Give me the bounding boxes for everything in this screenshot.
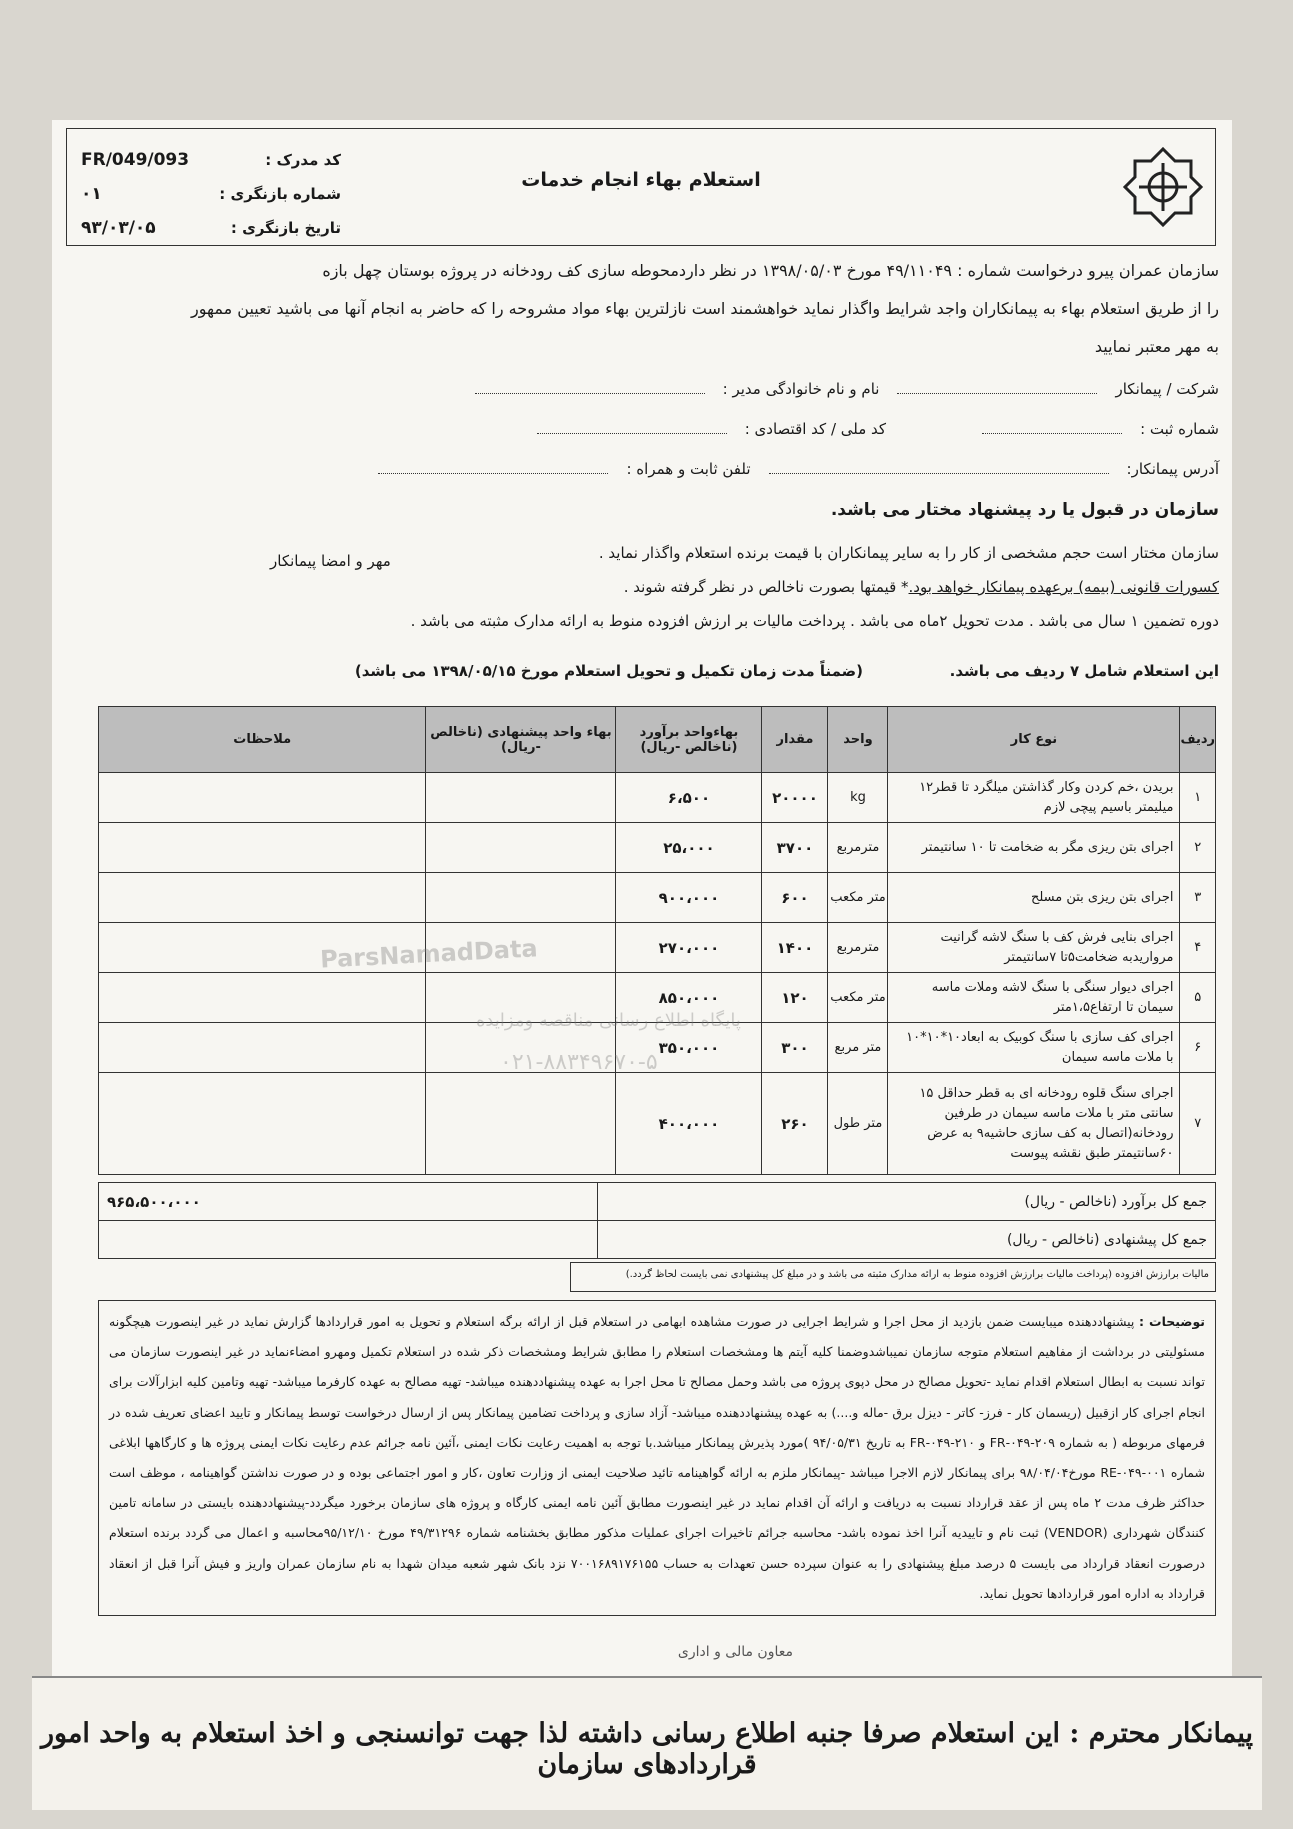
row-offer-input[interactable] (426, 873, 616, 923)
row-remarks[interactable] (99, 823, 426, 873)
row-unit: مترمربع (828, 923, 888, 973)
row-unit: متر مکعب (828, 973, 888, 1023)
row-quantity: ۳۰۰ (762, 1023, 828, 1073)
row-estimate: ۳۵۰،۰۰۰ (616, 1023, 762, 1073)
row-unit: مترمربع (828, 823, 888, 873)
row-number: ۲ (1180, 823, 1216, 873)
col-work-type: نوع کار (888, 707, 1180, 773)
row-estimate: ۸۵۰،۰۰۰ (616, 973, 762, 1023)
col-remarks: ملاحظات (99, 707, 426, 773)
row-quantity: ۱۲۰ (762, 973, 828, 1023)
row-quantity: ۲۶۰ (762, 1073, 828, 1175)
notes-box (98, 1300, 1216, 1616)
row-offer-input[interactable] (426, 1073, 616, 1175)
revision-date-label: تاریخ بازنگری : (230, 219, 341, 237)
totals-table (98, 1182, 1216, 1259)
doc-code: FR/049/093 (81, 150, 190, 170)
offer-total-label: جمع کل پیشنهادی (ناخالص - ریال) (598, 1221, 1216, 1259)
accept-clause: سازمان در قبول یا رد پیشنهاد مختار می باشد. (830, 500, 1219, 520)
row-number: ۳ (1180, 873, 1216, 923)
estimate-total-row (99, 1183, 1216, 1221)
address-field[interactable] (769, 460, 1109, 474)
row-quantity: ۲۰۰۰۰ (762, 773, 828, 823)
offer-total-input[interactable] (99, 1221, 598, 1259)
table-row (99, 773, 1216, 823)
guarantee-clause: دوره تضمین ۱ سال می باشد . مدت تحویل ۲ماه می باشد . پرداخت مالیات بر ارزش افزوده منوط به ارائه مدارک مثبته می باشد . (410, 612, 1219, 630)
deductions-underlined: کسورات قانونی (بیمه) برعهده پیمانکار خواهد بود. (908, 578, 1219, 596)
deadline-note: (ضمناً مدت زمان تکمیل و تحویل استعلام مورخ ۱۳۹۸/۰۵/۱۵ می باشد) (354, 662, 863, 680)
reg-no-field[interactable] (982, 420, 1122, 434)
row-quantity: ۳۷۰۰ (762, 823, 828, 873)
row-number: ۵ (1180, 973, 1216, 1023)
company-field[interactable] (897, 380, 1097, 394)
row-number: ۴ (1180, 923, 1216, 973)
watermark-subtitle: پایگاه اطلاع رسانی مناقصه ومزایده (476, 1010, 741, 1031)
row-unit: متر طول (828, 1073, 888, 1175)
revision-number: ۰۱ (81, 184, 102, 204)
vat-note: مالیات برارزش افزوده (پرداخت مالیات برارزش افزوده منوط به ارائه مدارک مثبته می باشد و در مبلغ کل پیشنهادی نمی بایست لحاظ گردد.) (570, 1262, 1216, 1292)
col-estimate-unit-price: بهاءواحد برآورد (ناخالص -ریال) (616, 707, 762, 773)
row-estimate: ۲۷۰،۰۰۰ (616, 923, 762, 973)
company-label: شرکت / پیمانکار (1115, 380, 1219, 398)
signature-title: معاون مالی و اداری (677, 1644, 793, 1660)
row-estimate: ۲۵،۰۰۰ (616, 823, 762, 873)
row-description: اجرای دیوار سنگی با سنگ لاشه وملات ماسه سیمان تا ارتفاع۱،۵متر (888, 973, 1180, 1023)
phone-field[interactable] (378, 460, 608, 474)
notes-label: توضیحات : (1139, 1314, 1205, 1329)
estimate-total-value: ۹۶۵،۵۰۰،۰۰۰ (99, 1183, 598, 1221)
row-description: اجرای کف سازی با سنگ کوبیک به ابعاد۱۰*۱۰*۱۰ با ملات ماسه سیمان (888, 1023, 1180, 1073)
row-remarks[interactable] (99, 1073, 426, 1175)
table-row (99, 873, 1216, 923)
deductions-rest: * قیمتها بصورت ناخالص در نظر گرفته شوند . (623, 578, 909, 596)
doc-code-label: کد مدرک : (265, 151, 341, 169)
row-quantity: ۱۴۰۰ (762, 923, 828, 973)
table-row (99, 923, 1216, 973)
intro-line-2: را از طریق استعلام بهاء به پیمانکاران واجد شرایط واگذار نماید خواهشمند است نازلترین بهاء مواد مشروحه را که حاضر به انجام آنها می باشید تعیین ممهور (191, 299, 1219, 318)
row-remarks[interactable] (99, 973, 426, 1023)
intro-line-3: به مهر معتبر نمایید (1094, 337, 1219, 356)
contractor-stamp-label: مهر و امضا پیمانکار (270, 552, 391, 570)
manager-field[interactable] (475, 380, 705, 394)
watermark-phone: ۰۲۱-۸۸۳۴۹۶۷۰-۵ (500, 1050, 658, 1075)
document-title: استعلام بهاء انجام خدمات (521, 169, 761, 191)
national-code-label: کد ملی / کد اقتصادی : (744, 420, 887, 438)
row-number: ۷ (1180, 1073, 1216, 1175)
col-unit: واحد (828, 707, 888, 773)
row-offer-input[interactable] (426, 823, 616, 873)
row-number: ۶ (1180, 1023, 1216, 1073)
intro-paragraph (79, 252, 1219, 366)
row-estimate: ۴۰۰،۰۰۰ (616, 1073, 762, 1175)
table-header-row (99, 707, 1216, 773)
revision-date: ۹۳/۰۳/۰۵ (81, 218, 156, 238)
row-unit: متر مکعب (828, 873, 888, 923)
row-description: اجرای سنگ قلوه رودخانه ای به قطر حداقل ۱۵ سانتی متر با ملات ماسه سیمان در طرفین رودخانه(اتصال به کف سازی حاشیه۹ به عرض ۶۰سانتیمتر طبق نقشه پیوست (888, 1073, 1180, 1175)
row-description: اجرای بتن ریزی مگر به ضخامت تا ۱۰ سانتیمتر (888, 823, 1180, 873)
reg-no-label: شماره ثبت : (1140, 420, 1219, 438)
phone-label: تلفن ثابت و همراه : (626, 460, 751, 478)
col-row: ردیف (1180, 707, 1216, 773)
offer-total-row (99, 1221, 1216, 1259)
table-row (99, 823, 1216, 873)
address-label: آدرس پیمانکار: (1126, 460, 1219, 478)
row-estimate: ۶،۵۰۰ (616, 773, 762, 823)
volume-clause: سازمان مختار است حجم مشخصی از کار را به سایر پیمانکاران با قیمت برنده استعلام واگذار نماید . (598, 544, 1219, 562)
watermark-brand: ParsNamadData (319, 934, 539, 974)
row-unit: kg (828, 773, 888, 823)
row-description: بریدن ،خم کردن وکار گذاشتن میلگرد تا قطر۱۲ میلیمتر باسیم پیچی لازم (888, 773, 1180, 823)
manager-label: نام و نام خانوادگی مدیر : (722, 380, 880, 398)
row-remarks[interactable] (99, 773, 426, 823)
footer-notice: پیمانکار محترم : این استعلام صرفا جنبه اطلاع رسانی داشته لذا جهت توانسنجی و اخذ استعلام به واحد امور قراردادهای سازمان (40, 1718, 1254, 1780)
deductions-clause (79, 570, 1219, 604)
row-estimate: ۹۰۰،۰۰۰ (616, 873, 762, 923)
col-quantity: مقدار (762, 707, 828, 773)
row-offer-input[interactable] (426, 773, 616, 823)
national-code-field[interactable] (537, 420, 727, 434)
footer-banner (32, 1676, 1262, 1810)
terms-paragraph (79, 536, 1219, 638)
row-quantity: ۶۰۰ (762, 873, 828, 923)
row-description: اجرای بنایی فرش کف با سنگ لاشه گرانیت مرواریدبه ضخامت۵تا ۷سانتیمتر (888, 923, 1180, 973)
intro-line-1: سازمان عمران پیرو درخواست شماره : ۴۹/۱۱۰۴۹ مورخ ۱۳۹۸/۰۵/۰۳ در نظر داردمحوطه سازی کف رودخانه در پروژه بوستان چهل بازه (322, 261, 1219, 280)
row-remarks[interactable] (99, 873, 426, 923)
row-remarks[interactable] (99, 1023, 426, 1073)
col-offer-unit-price: بهاء واحد پیشنهادی (ناخالص -ریال) (426, 707, 616, 773)
row-description: اجرای بتن ریزی بتن مسلح (888, 873, 1180, 923)
revision-label: شماره بازنگری : (219, 185, 341, 203)
contractor-fields (79, 380, 1219, 490)
notes-text: پیشنهاددهنده میبایست ضمن بازدید از محل اجرا و شرایط اجرایی در صورت مشاهده ابهامی در استعلام قبل از ارائه برگه استعلام و تحویل به امور قراردادها گزارش نماید در غیر اینصورت هیچگونه مسئولیتی در برداشت از مفاهیم استعلام متوجه سازمان نمیباشدوضمنا کلیه آیتم ها ومشخصات استعلام را مطابق شرایط ومشخصات ذکر شده در استعلام تکمیل ومهرو امضاءنماید در غیر اینصورت سازمان می تواند نسبت به ابطال استعلام اقدام نماید -تحویل مصالح در محل دپوی پروژه می باشد وحمل مصالح تا محل اجرا به عهده پیشنهاددهنده میباشد- تهیه مصالح به عهده کارفرما میباشد- تهیه وتامین کلیه ابزارآلات برای انجام اجرای کار ازقبیل (ریسمان کار - فرز- کاتر - دیزل برق -ماله و....) به عهده پیشنهاددهنده میباشد- آزاد سازی و پرداخت تضامین پیمانکار پس از ارسال درخواست توسط پیمانکار و تایید اعضای تعریف شده در فرمهای مربوطه ( به شماره ۲۰۹-۰۴۹-FR و ۲۱۰-۰۴۹-FR به تاریخ ۹۴/۰۵/۳۱ )مورد پذیرش پیمانکار میباشد.با توجه به اهمیت رعایت نکات ایمنی ،آئین نامه جرائم عدم رعایت نکات ایمنی پروژه ها و کارگاهها ابلاغی شماره ۰۰۱-۰۴۹-RE مورخ۹۸/۰۴/۰۴ برای پیمانکار لازم الاجرا میباشد -پیمانکار ملزم به ارائه گواهینامه تائید صلاحیت ایمنی از وزارت تعاون ،کار و امور اجتماعی بوده و در صورت نداشتن گواهینامه ، موظف است حداکثر ظرف مدت ۲ ماه پس از عقد قرارداد نسبت به دریافت و ارائه آن اقدام نماید در غیر اینصورت مطابق آئین نامه ایمنی کارگاه و پروژه های سازمان برخورد میگردد-پیشنهاددهنده بایستی در سامانه تامین کنندگان شهرداری (VENDOR) ثبت نام و تاییدیه آنرا اخذ نموده باشد- محاسبه جرائم تاخیرات اجرای عملیات مذکور مطابق بخشنامه شماره ۴۹/۳۱۲۹۶ مورخ ۹۵/۱۲/۱۰محاسبه و اعمال می گردد برنده استعلام درصورت انعقاد قرارداد می بایست ۵ درصد مبلغ پیشنهادی را به عنوان سپرده حسن تعهدات به حساب ۷۰۰۱۶۸۹۱۷۶۱۵۵ نزد بانک شهر شعبه میدان شهدا به نام سازمان عمران واریز و فیش آنرا قبل از انعقاد قرارداد به اداره امور قراردادها تحویل نماید. (109, 1314, 1206, 1601)
document-meta (81, 143, 341, 245)
row-number: ۱ (1180, 773, 1216, 823)
rows-count-note: این استعلام شامل ۷ ردیف می باشد. (949, 662, 1219, 680)
items-table (98, 706, 1216, 1175)
table-row (99, 1073, 1216, 1175)
estimate-total-label: جمع کل برآورد (ناخالص - ریال) (598, 1183, 1216, 1221)
row-unit: متر مربع (828, 1023, 888, 1073)
document-header (66, 128, 1216, 246)
